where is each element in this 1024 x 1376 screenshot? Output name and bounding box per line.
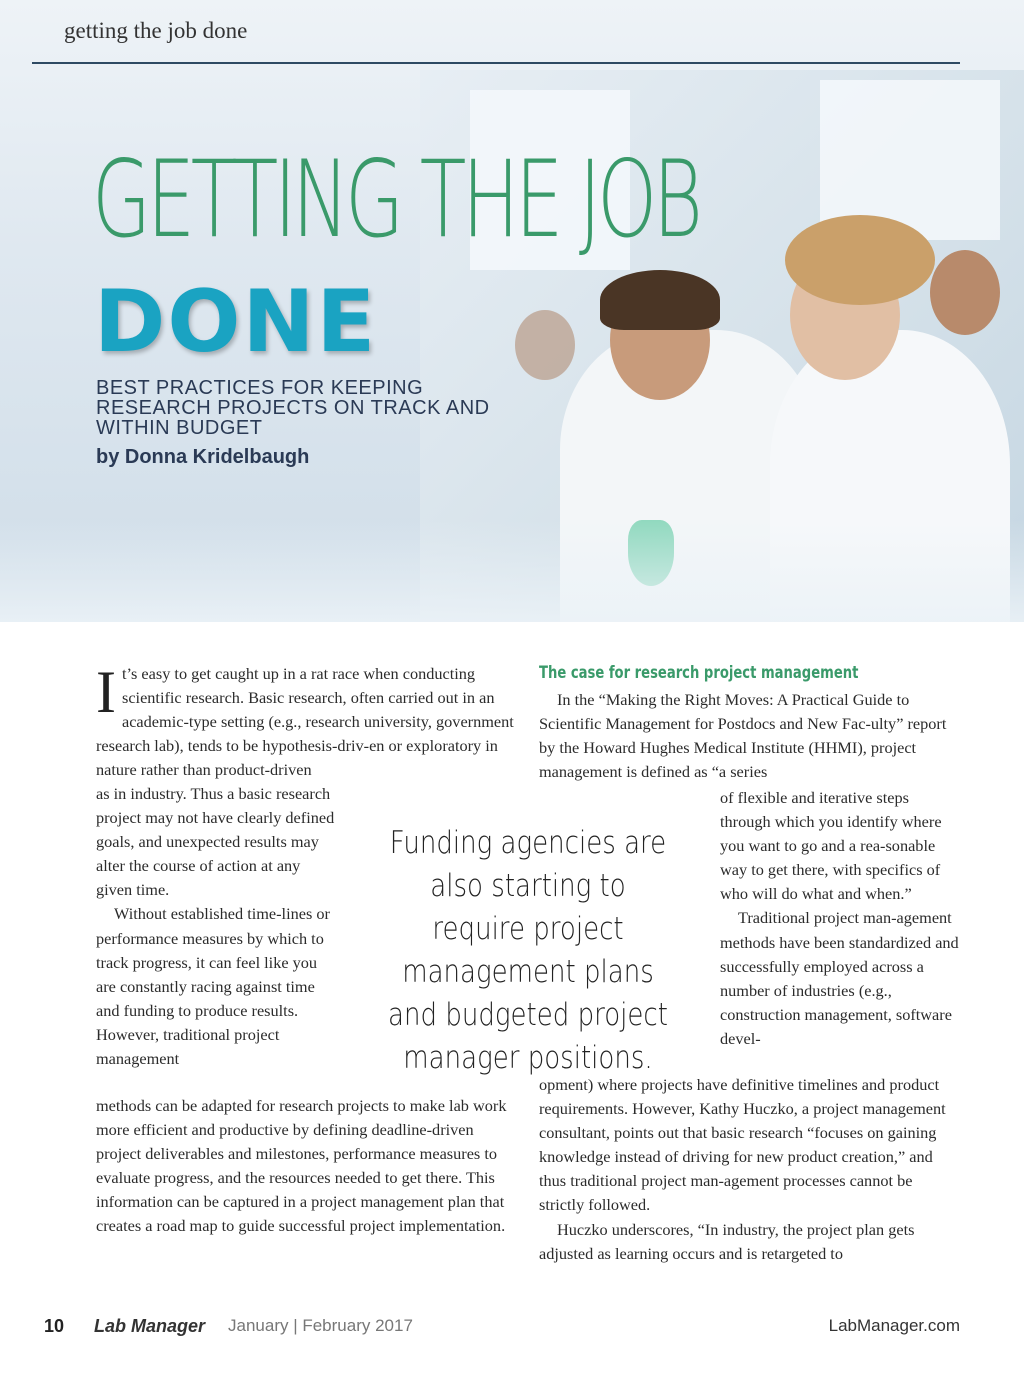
drop-cap: I — [96, 659, 116, 725]
magazine-name: Lab Manager — [94, 1316, 206, 1336]
section-heading: The case for research project management — [539, 663, 859, 683]
headline-line1: GETTING THE JOB — [92, 138, 699, 261]
header-rule — [32, 62, 960, 64]
body-paragraph: of flexible and iterative steps through which you identify where you want to go and a rea-sonable way to get there, with specifics of who will do what and when.” — [720, 788, 942, 904]
scientist-hair — [600, 270, 720, 330]
column-2-narrow — [720, 786, 960, 1051]
body-paragraph: as in industry. Thus a basic research project may not have clearly defined goals, and unexpected results may alter the course of action at any given time. — [96, 784, 335, 900]
website-link[interactable]: LabManager.com — [828, 1316, 960, 1335]
page-number: 10 — [44, 1316, 65, 1336]
running-head: getting the job done — [64, 18, 248, 43]
body-paragraph: opment) where projects have definitive timelines and product requirements. However, Kathy Huczko, a project management consultant, points out that basic research “focuses on gaining knowledge instead of driving for new product creation,” and thus traditional project man-agement processes cannot be strictly followed. — [539, 1075, 946, 1215]
body-paragraph: methods can be adapted for research projects to make lab work more efficient and productive by defining deadline-driven project deliverables and milestones, performance measures to evaluate progress, and the resources needed to get there. This information can be captured in a project management plan that creates a road map to guide successful project implementation. — [96, 1096, 507, 1236]
hero-photo — [0, 0, 1024, 622]
pull-quote: Funding agencies are also starting to require project management plans and budgeted project manager positions. — [388, 825, 668, 1076]
scientist-head — [930, 250, 1000, 335]
column-2-bottom — [539, 1073, 961, 1266]
column-1-top — [96, 659, 520, 782]
column-1-narrow — [96, 782, 336, 1071]
body-paragraph: Traditional project man-agement methods have been standardized and successfully employed across a number of industries (e.g., construction management, software devel- — [720, 908, 959, 1048]
scientist-hair — [785, 215, 935, 305]
column-1-bottom — [96, 1094, 520, 1239]
body-paragraph: t’s easy to get caught up in a rat race when conducting scientific research. Basic research, often carried out in an academic-type setting (e.g., research university, government research lab), tends to be hypothesis-driv-en or exploratory in nature rather than product-driven — [96, 664, 514, 780]
scientist-head — [515, 310, 575, 380]
body-paragraph: Without established time-lines or performance measures by which to track progress, it can feel like you are constantly racing against time and funding to produce results. However, traditional project management — [96, 904, 330, 1069]
issue-date: January | February 2017 — [228, 1316, 413, 1335]
byline: by Donna Kridelbaugh — [96, 446, 310, 468]
body-paragraph: In the “Making the Right Moves: A Practical Guide to Scientific Management for Postdocs and New Fac-ulty” report by the Howard Hughes Medical Institute (HHMI), project management is defined as “a series — [539, 690, 947, 782]
hero-fade — [0, 520, 1024, 622]
headline-line2: DONE — [94, 272, 378, 372]
body-paragraph: Huczko underscores, “In industry, the project plan gets adjusted as learning occurs and is retargeted to — [539, 1219, 915, 1263]
column-2-top — [539, 688, 959, 784]
subtitle: BEST PRACTICES FOR KEEPING RESEARCH PROJECTS ON TRACK AND WITHIN BUDGET — [96, 377, 490, 439]
